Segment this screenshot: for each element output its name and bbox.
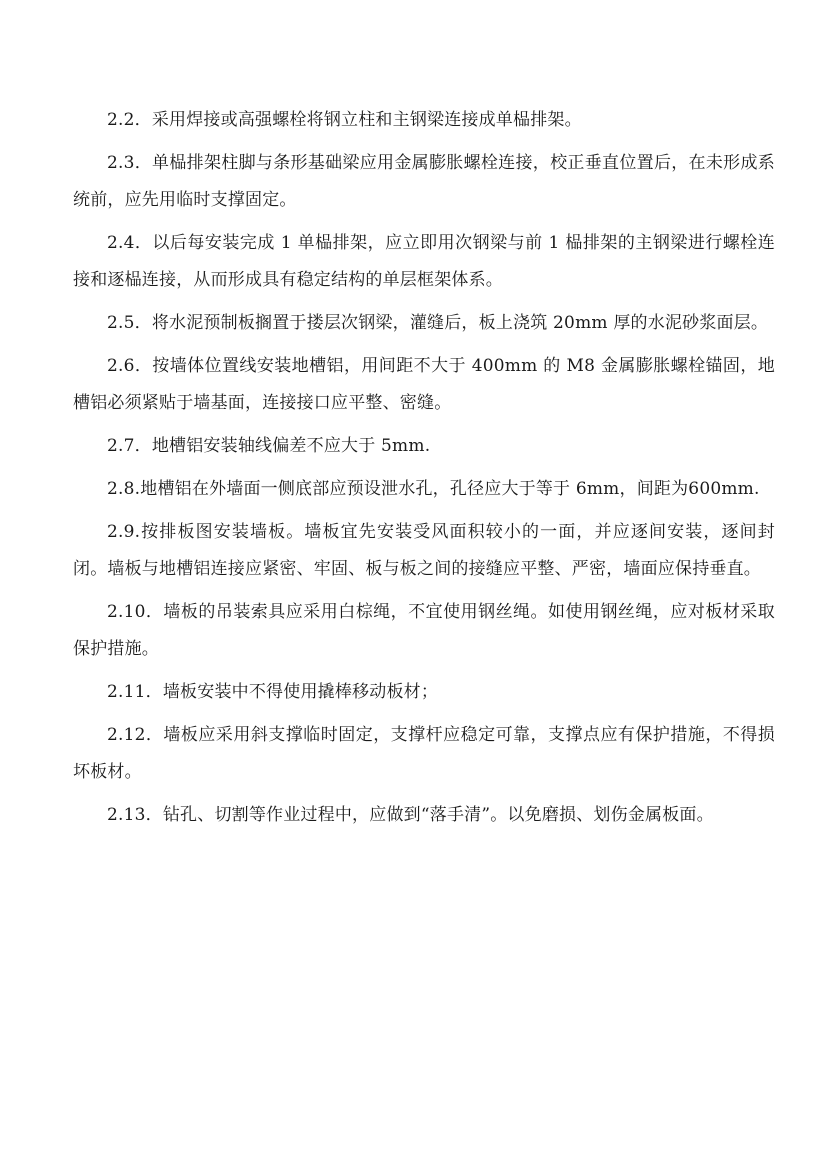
paragraph-2-3: 2.3．单榀排架柱脚与条形基础梁应用金属膨胀螺栓连接，校正垂直位置后，在未形成系统前，应先用临时支撑固定。 [73,153,775,210]
paragraph-2-7: 2.7．地槽铝安装轴线偏差不应大于 5mm. [107,436,431,456]
paragraph-2-4: 2.4．以后每安装完成 1 单榀排架，应立即用次钢梁与前 1 榀排架的主钢梁进行螺栓连接和逐榀连接，从而形成具有稳定结构的单层框架体系。 [73,233,775,290]
document-body [73,102,775,840]
paragraph-2-9: 2.9.按排板图安装墙板。墙板宜先安装受风面积较小的一面，并应逐间安装，逐间封闭。墙板与地槽铝连接应紧密、牢固、板与板之间的接缝应平整、严密，墙面应保持垂直。 [73,522,775,579]
paragraph-2-5: 2.5．将水泥预制板搁置于搂层次钢梁，灌缝后，板上浇筑 20mm 厚的水泥砂浆面层。 [107,313,769,333]
paragraph-2-10: 2.10．墙板的吊装索具应采用白棕绳，不宜使用钢丝绳。如使用钢丝绳，应对板材采取保护措施。 [73,602,775,659]
paragraph-2-8: 2.8.地槽铝在外墙面一侧底部应预设泄水孔，孔径应大于等于 6mm，间距为600mm. [107,479,760,499]
paragraph-2-11: 2.11．墙板安装中不得使用撬棒移动板材； [107,682,439,702]
paragraph-2-2: 2.2．采用焊接或高强螺栓将钢立柱和主钢梁连接成单榀排架。 [107,110,582,130]
paragraph-2-6: 2.6．按墙体位置线安装地槽铝，用间距不大于 400mm 的 M8 金属膨胀螺栓锚固，地槽铝必须紧贴于墙基面，连接接口应平整、密缝。 [73,356,775,413]
paragraph-2-13: 2.13．钻孔、切割等作业过程中，应做到“落手清”。以免磨损、划伤金属板面。 [107,805,714,825]
paragraph-2-12: 2.12．墙板应采用斜支撑临时固定，支撑杆应稳定可靠，支撑点应有保护措施，不得损坏板材。 [73,725,775,782]
